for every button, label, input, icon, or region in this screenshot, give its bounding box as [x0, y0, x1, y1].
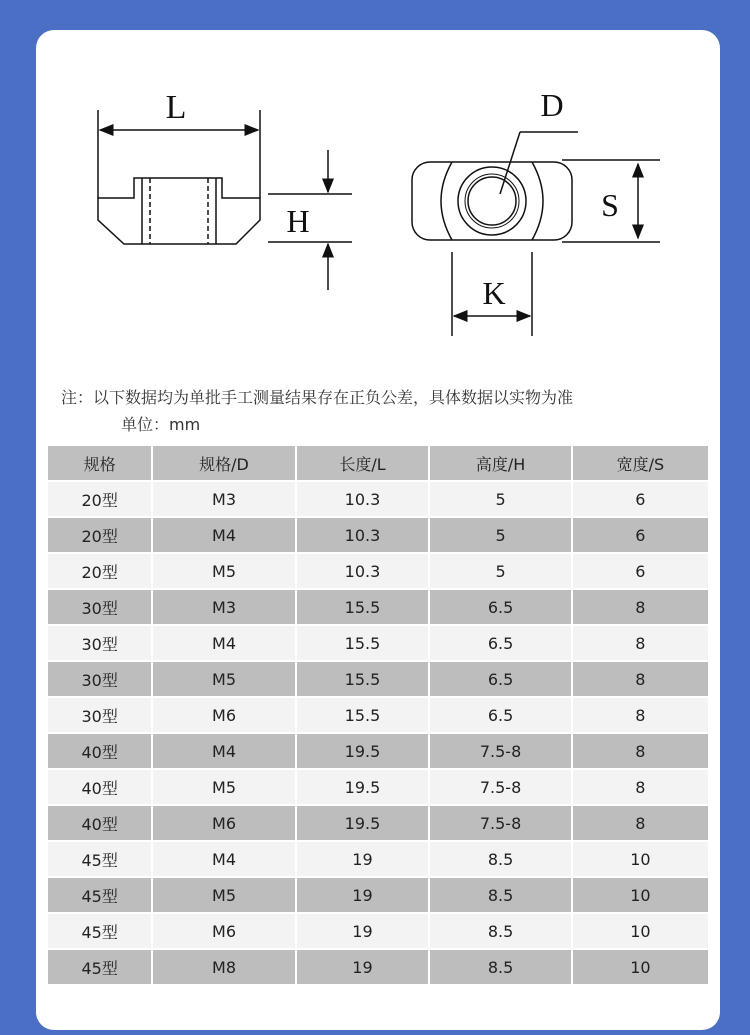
table-cell: 8.5 — [430, 878, 571, 912]
table-header-row — [48, 446, 708, 480]
table-cell: 10.3 — [297, 554, 429, 588]
table-cell: 6 — [573, 554, 708, 588]
table-cell: 7.5-8 — [430, 734, 571, 768]
table-cell: M3 — [153, 590, 294, 624]
table-cell: M5 — [153, 662, 294, 696]
table-cell: 40型 — [48, 734, 151, 768]
tnut-dimension-drawing — [36, 30, 720, 370]
table-cell: 6.5 — [430, 662, 571, 696]
table-cell: 40型 — [48, 806, 151, 840]
table-cell: 10 — [573, 914, 708, 948]
table-cell: 7.5-8 — [430, 770, 571, 804]
measurement-note: 注：以下数据均为单批手工测量结果存在正负公差，具体数据以实物为准 — [61, 388, 574, 407]
table-row — [48, 770, 708, 804]
side-view — [98, 110, 352, 290]
table-cell: 30型 — [48, 662, 151, 696]
label-K: K — [482, 275, 506, 311]
table-cell: 15.5 — [297, 698, 429, 732]
table-row — [48, 878, 708, 912]
table-row — [48, 518, 708, 552]
column-header: 宽度/S — [573, 446, 708, 480]
table-cell: M4 — [153, 734, 294, 768]
table-cell: 6.5 — [430, 590, 571, 624]
table-cell: 6 — [573, 482, 708, 516]
table-body — [48, 482, 708, 984]
table-row — [48, 554, 708, 588]
table-cell: 8.5 — [430, 950, 571, 984]
table-cell: 8 — [573, 770, 708, 804]
table-row — [48, 806, 708, 840]
label-L: L — [165, 89, 187, 126]
table-row — [48, 842, 708, 876]
label-S: S — [601, 187, 619, 223]
column-header: 规格 — [48, 446, 151, 480]
table-cell: 10.3 — [297, 518, 429, 552]
column-header: 规格/D — [153, 446, 294, 480]
table-cell: 19.5 — [297, 770, 429, 804]
column-header: 长度/L — [297, 446, 429, 480]
table-cell: M8 — [153, 950, 294, 984]
table-cell: 45型 — [48, 842, 151, 876]
table-row — [48, 734, 708, 768]
spec-card — [36, 30, 720, 1030]
table-cell: 5 — [430, 554, 571, 588]
table-cell: 5 — [430, 482, 571, 516]
table-row — [48, 662, 708, 696]
table-cell: 20型 — [48, 554, 151, 588]
top-view — [412, 132, 660, 336]
table-cell: 15.5 — [297, 590, 429, 624]
table-cell: 19 — [297, 914, 429, 948]
table-cell: M5 — [153, 770, 294, 804]
unit-label: 单位：mm — [121, 415, 201, 434]
table-cell: 19.5 — [297, 806, 429, 840]
table-cell: 10 — [573, 950, 708, 984]
table-cell: 8 — [573, 806, 708, 840]
table-cell: M4 — [153, 626, 294, 660]
table-cell: 5 — [430, 518, 571, 552]
table-cell: 6.5 — [430, 626, 571, 660]
table-cell: 8 — [573, 698, 708, 732]
table-cell: 10 — [573, 842, 708, 876]
table-cell: 8 — [573, 734, 708, 768]
table-cell: 40型 — [48, 770, 151, 804]
table-cell: 45型 — [48, 950, 151, 984]
table-cell: 20型 — [48, 518, 151, 552]
label-H: H — [286, 203, 310, 239]
table-row — [48, 914, 708, 948]
table-cell: 8.5 — [430, 914, 571, 948]
table-cell: 10.3 — [297, 482, 429, 516]
table-cell: 10 — [573, 878, 708, 912]
table-cell: M6 — [153, 806, 294, 840]
table-cell: M4 — [153, 842, 294, 876]
table-cell: 8 — [573, 590, 708, 624]
table-row — [48, 626, 708, 660]
table-cell: 19.5 — [297, 734, 429, 768]
table-cell: 30型 — [48, 590, 151, 624]
table-cell: 8 — [573, 662, 708, 696]
table-cell: 30型 — [48, 698, 151, 732]
table-row — [48, 482, 708, 516]
table-cell: 19 — [297, 842, 429, 876]
table-cell: 30型 — [48, 626, 151, 660]
table-cell: 15.5 — [297, 626, 429, 660]
label-D: D — [540, 87, 564, 123]
table-cell: M5 — [153, 554, 294, 588]
table-cell: M4 — [153, 518, 294, 552]
table-cell: 45型 — [48, 878, 151, 912]
spec-table — [46, 444, 710, 986]
table-row — [48, 950, 708, 984]
table-cell: 20型 — [48, 482, 151, 516]
table-cell: 7.5-8 — [430, 806, 571, 840]
table-cell: M5 — [153, 878, 294, 912]
table-cell: M6 — [153, 698, 294, 732]
table-cell: 19 — [297, 950, 429, 984]
table-cell: 15.5 — [297, 662, 429, 696]
table-cell: 8 — [573, 626, 708, 660]
table-cell: M3 — [153, 482, 294, 516]
table-cell: 45型 — [48, 914, 151, 948]
table-cell: 8.5 — [430, 842, 571, 876]
table-cell: 6 — [573, 518, 708, 552]
table-row — [48, 590, 708, 624]
table-row — [48, 698, 708, 732]
table-cell: M6 — [153, 914, 294, 948]
table-cell: 19 — [297, 878, 429, 912]
table-cell: 6.5 — [430, 698, 571, 732]
column-header: 高度/H — [430, 446, 571, 480]
